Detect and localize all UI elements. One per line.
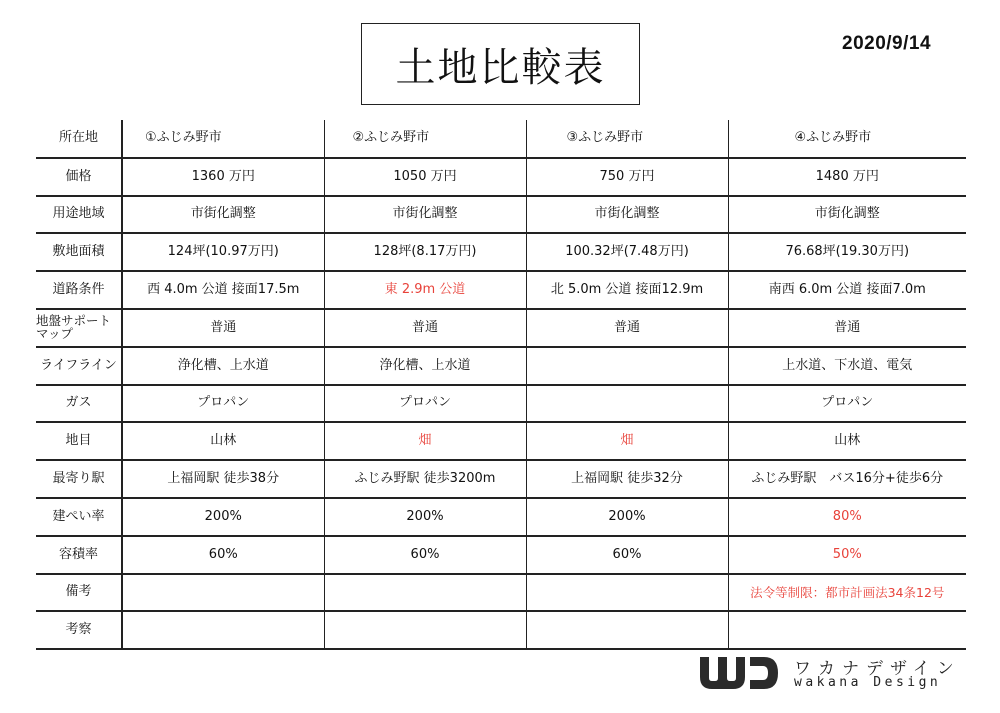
row-floor-area-ratio — [36, 536, 966, 574]
row-label: 所在地 — [36, 120, 122, 158]
cell-property-1: 上福岡駅 徒歩38分 — [122, 460, 324, 498]
row-label: 最寄り駅 — [36, 460, 122, 498]
cell-property-3: ③ふじみ野市 — [526, 120, 728, 158]
row-land-category — [36, 422, 966, 460]
cell-property-1 — [122, 574, 324, 612]
cell-property-1: 1360 万円 — [122, 158, 324, 196]
cell-property-4: 50% — [728, 536, 966, 574]
cell-property-1: 市街化調整 — [122, 196, 324, 234]
page-title: 土地比較表 — [361, 23, 640, 105]
cell-property-3 — [526, 347, 728, 385]
cell-property-2: 畑 — [324, 422, 526, 460]
cell-property-3: 上福岡駅 徒歩32分 — [526, 460, 728, 498]
row-price — [36, 158, 966, 196]
cell-property-2 — [324, 611, 526, 649]
cell-property-3 — [526, 611, 728, 649]
cell-property-3 — [526, 385, 728, 423]
cell-property-2: 1050 万円 — [324, 158, 526, 196]
row-label: 考察 — [36, 611, 122, 649]
row-building-coverage — [36, 498, 966, 536]
row-label: 道路条件 — [36, 271, 122, 309]
logo-japanese-text: ワカナデザイン — [794, 659, 961, 679]
cell-property-1 — [122, 611, 324, 649]
cell-property-3 — [526, 574, 728, 612]
logo-english-text: wakana Design — [794, 675, 942, 690]
cell-property-3: 100.32坪(7.48万円) — [526, 233, 728, 271]
cell-property-4: 上水道、下水道、電気 — [728, 347, 966, 385]
cell-property-2: ②ふじみ野市 — [324, 120, 526, 158]
row-road-conditions — [36, 271, 966, 309]
cell-property-4: ④ふじみ野市 — [728, 120, 966, 158]
row-considerations — [36, 611, 966, 649]
cell-property-4: 80% — [728, 498, 966, 536]
cell-property-4: 山林 — [728, 422, 966, 460]
cell-property-1: 山林 — [122, 422, 324, 460]
cell-property-2: 普通 — [324, 309, 526, 347]
cell-property-2: プロパン — [324, 385, 526, 423]
cell-property-4: 南西 6.0m 公道 接面7.0m — [728, 271, 966, 309]
cell-property-4: ふじみ野駅 バス16分+徒歩6分 — [728, 460, 966, 498]
cell-property-2: 市街化調整 — [324, 196, 526, 234]
land-comparison-table — [36, 120, 966, 650]
cell-property-1: 60% — [122, 536, 324, 574]
row-nearest-station — [36, 460, 966, 498]
row-label: 建ぺい率 — [36, 498, 122, 536]
cell-property-4 — [728, 611, 966, 649]
row-site-area — [36, 233, 966, 271]
cell-property-1: プロパン — [122, 385, 324, 423]
row-label: 容積率 — [36, 536, 122, 574]
cell-property-2: 200% — [324, 498, 526, 536]
cell-property-4: 76.68坪(19.30万円) — [728, 233, 966, 271]
cell-property-2: 浄化槽、上水道 — [324, 347, 526, 385]
row-zoning — [36, 196, 966, 234]
cell-property-1: 200% — [122, 498, 324, 536]
cell-property-3: 普通 — [526, 309, 728, 347]
row-lifelines — [36, 347, 966, 385]
row-label: ガス — [36, 385, 122, 423]
row-label: 用途地域 — [36, 196, 122, 234]
cell-property-2 — [324, 574, 526, 612]
row-label: 備考 — [36, 574, 122, 612]
cell-property-4: 1480 万円 — [728, 158, 966, 196]
cell-property-4: 普通 — [728, 309, 966, 347]
row-label: 地盤サポートマップ — [36, 309, 122, 347]
cell-property-1: 124坪(10.97万円) — [122, 233, 324, 271]
row-ground-support-map — [36, 309, 966, 347]
row-label: 価格 — [36, 158, 122, 196]
row-label: 敷地面積 — [36, 233, 122, 271]
cell-property-3: 市街化調整 — [526, 196, 728, 234]
cell-property-2: ふじみ野駅 徒歩3200m — [324, 460, 526, 498]
cell-property-3: 60% — [526, 536, 728, 574]
cell-property-4: 市街化調整 — [728, 196, 966, 234]
cell-property-1: 普通 — [122, 309, 324, 347]
cell-property-1: 西 4.0m 公道 接面17.5m — [122, 271, 324, 309]
document-date: 2020/9/14 — [842, 33, 932, 54]
cell-property-3: 北 5.0m 公道 接面12.9m — [526, 271, 728, 309]
cell-property-4: プロパン — [728, 385, 966, 423]
cell-property-3: 750 万円 — [526, 158, 728, 196]
cell-property-2: 128坪(8.17万円) — [324, 233, 526, 271]
cell-property-2: 60% — [324, 536, 526, 574]
cell-property-1: 浄化槽、上水道 — [122, 347, 324, 385]
wd-logo-icon — [700, 657, 778, 689]
row-remarks — [36, 574, 966, 612]
cell-property-3: 畑 — [526, 422, 728, 460]
row-label: 地目 — [36, 422, 122, 460]
row-gas — [36, 385, 966, 423]
cell-property-1: ①ふじみ野市 — [122, 120, 324, 158]
company-logo — [700, 654, 962, 692]
cell-property-3: 200% — [526, 498, 728, 536]
cell-property-4: 法令等制限：都市計画法34条12号 — [728, 574, 966, 612]
cell-property-2: 東 2.9m 公道 — [324, 271, 526, 309]
row-label: ライフライン — [36, 347, 122, 385]
row-location — [36, 120, 966, 158]
